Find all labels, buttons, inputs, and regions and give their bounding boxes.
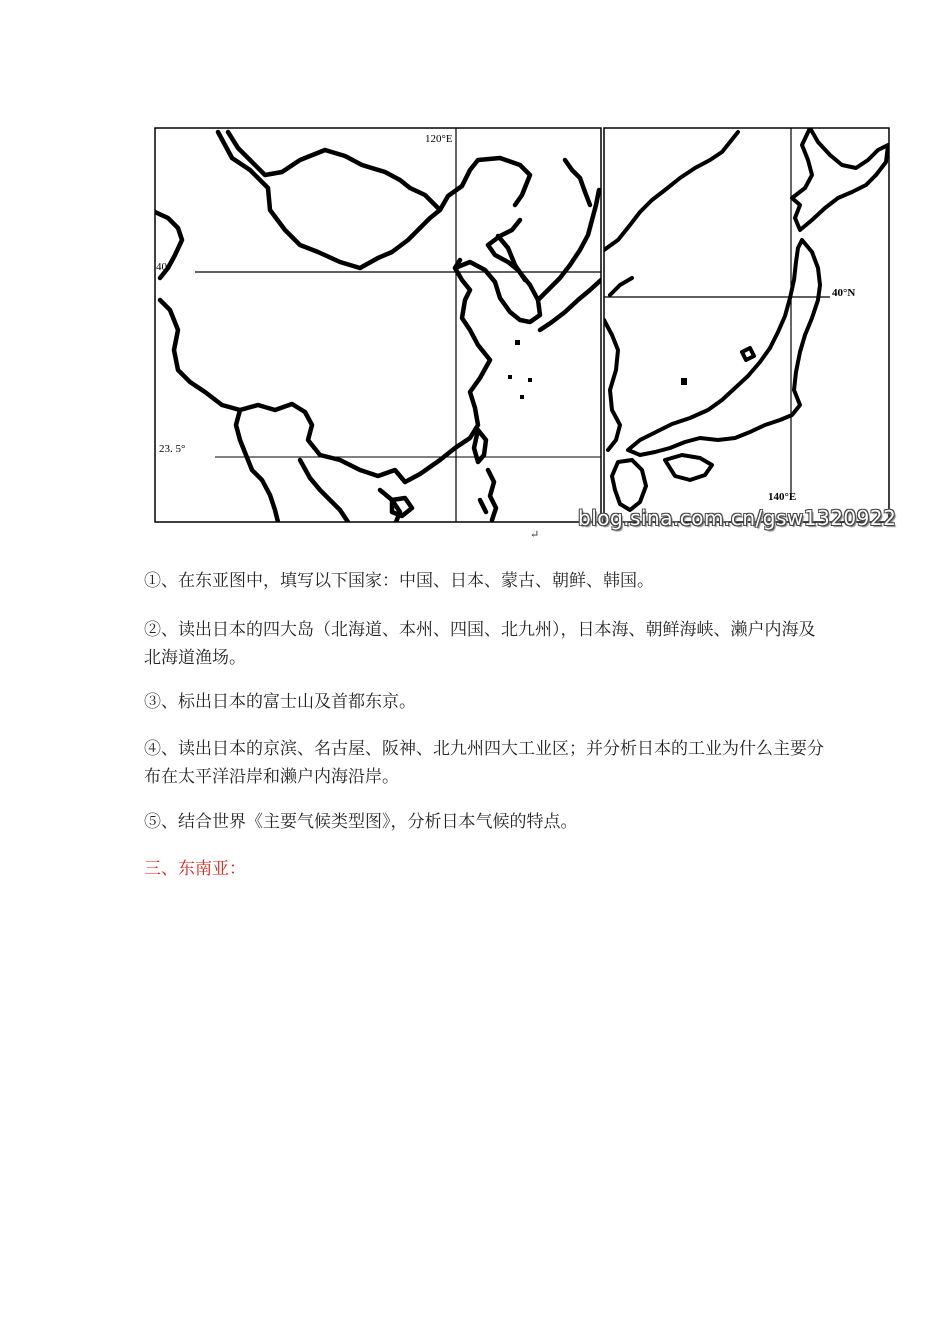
- hokkaido: [792, 128, 888, 230]
- watermark-text: blog.sina.com.cn/gsw1320922: [578, 506, 897, 530]
- japan-lat-40n-label: 40°N: [832, 287, 856, 299]
- japan-lon-140e-label: 140°E: [768, 491, 797, 503]
- lon-120-label: 120°E: [425, 133, 453, 145]
- shikoku: [665, 455, 712, 480]
- lat-23-5-label: 23. 5°: [159, 443, 186, 455]
- kyushu: [612, 460, 646, 510]
- east-asia-map: [155, 128, 601, 522]
- question-1: ①、在东亚图中，填写以下国家：中国、日本、蒙古、朝鲜、韩国。: [144, 571, 654, 591]
- china-south-border: [240, 260, 490, 482]
- question-5: ⑤、结合世界《主要气候类型图》，分析日本气候的特点。: [144, 812, 578, 832]
- japan-map: [604, 128, 889, 522]
- map-figures: [0, 0, 950, 560]
- return-mark: ↵: [530, 528, 540, 541]
- mongolia-border: [218, 132, 440, 268]
- section-heading: 三、东南亚：: [144, 859, 246, 879]
- question-3: ③、标出日本的富士山及首都东京。: [144, 692, 416, 712]
- lat-40-label: 40°: [156, 261, 172, 273]
- question-2: ②、读出日本的四大岛（北海道、本州、四国、北九州），日本海、朝鲜海峡、濑户内海及北海道渔场。: [144, 620, 816, 668]
- question-4: ④、读出日本的京滨、名古屋、阪神、北九州四大工业区；并分析日本的工业为什么主要分布在太平洋沿岸和濑户内海沿岸。: [144, 739, 824, 787]
